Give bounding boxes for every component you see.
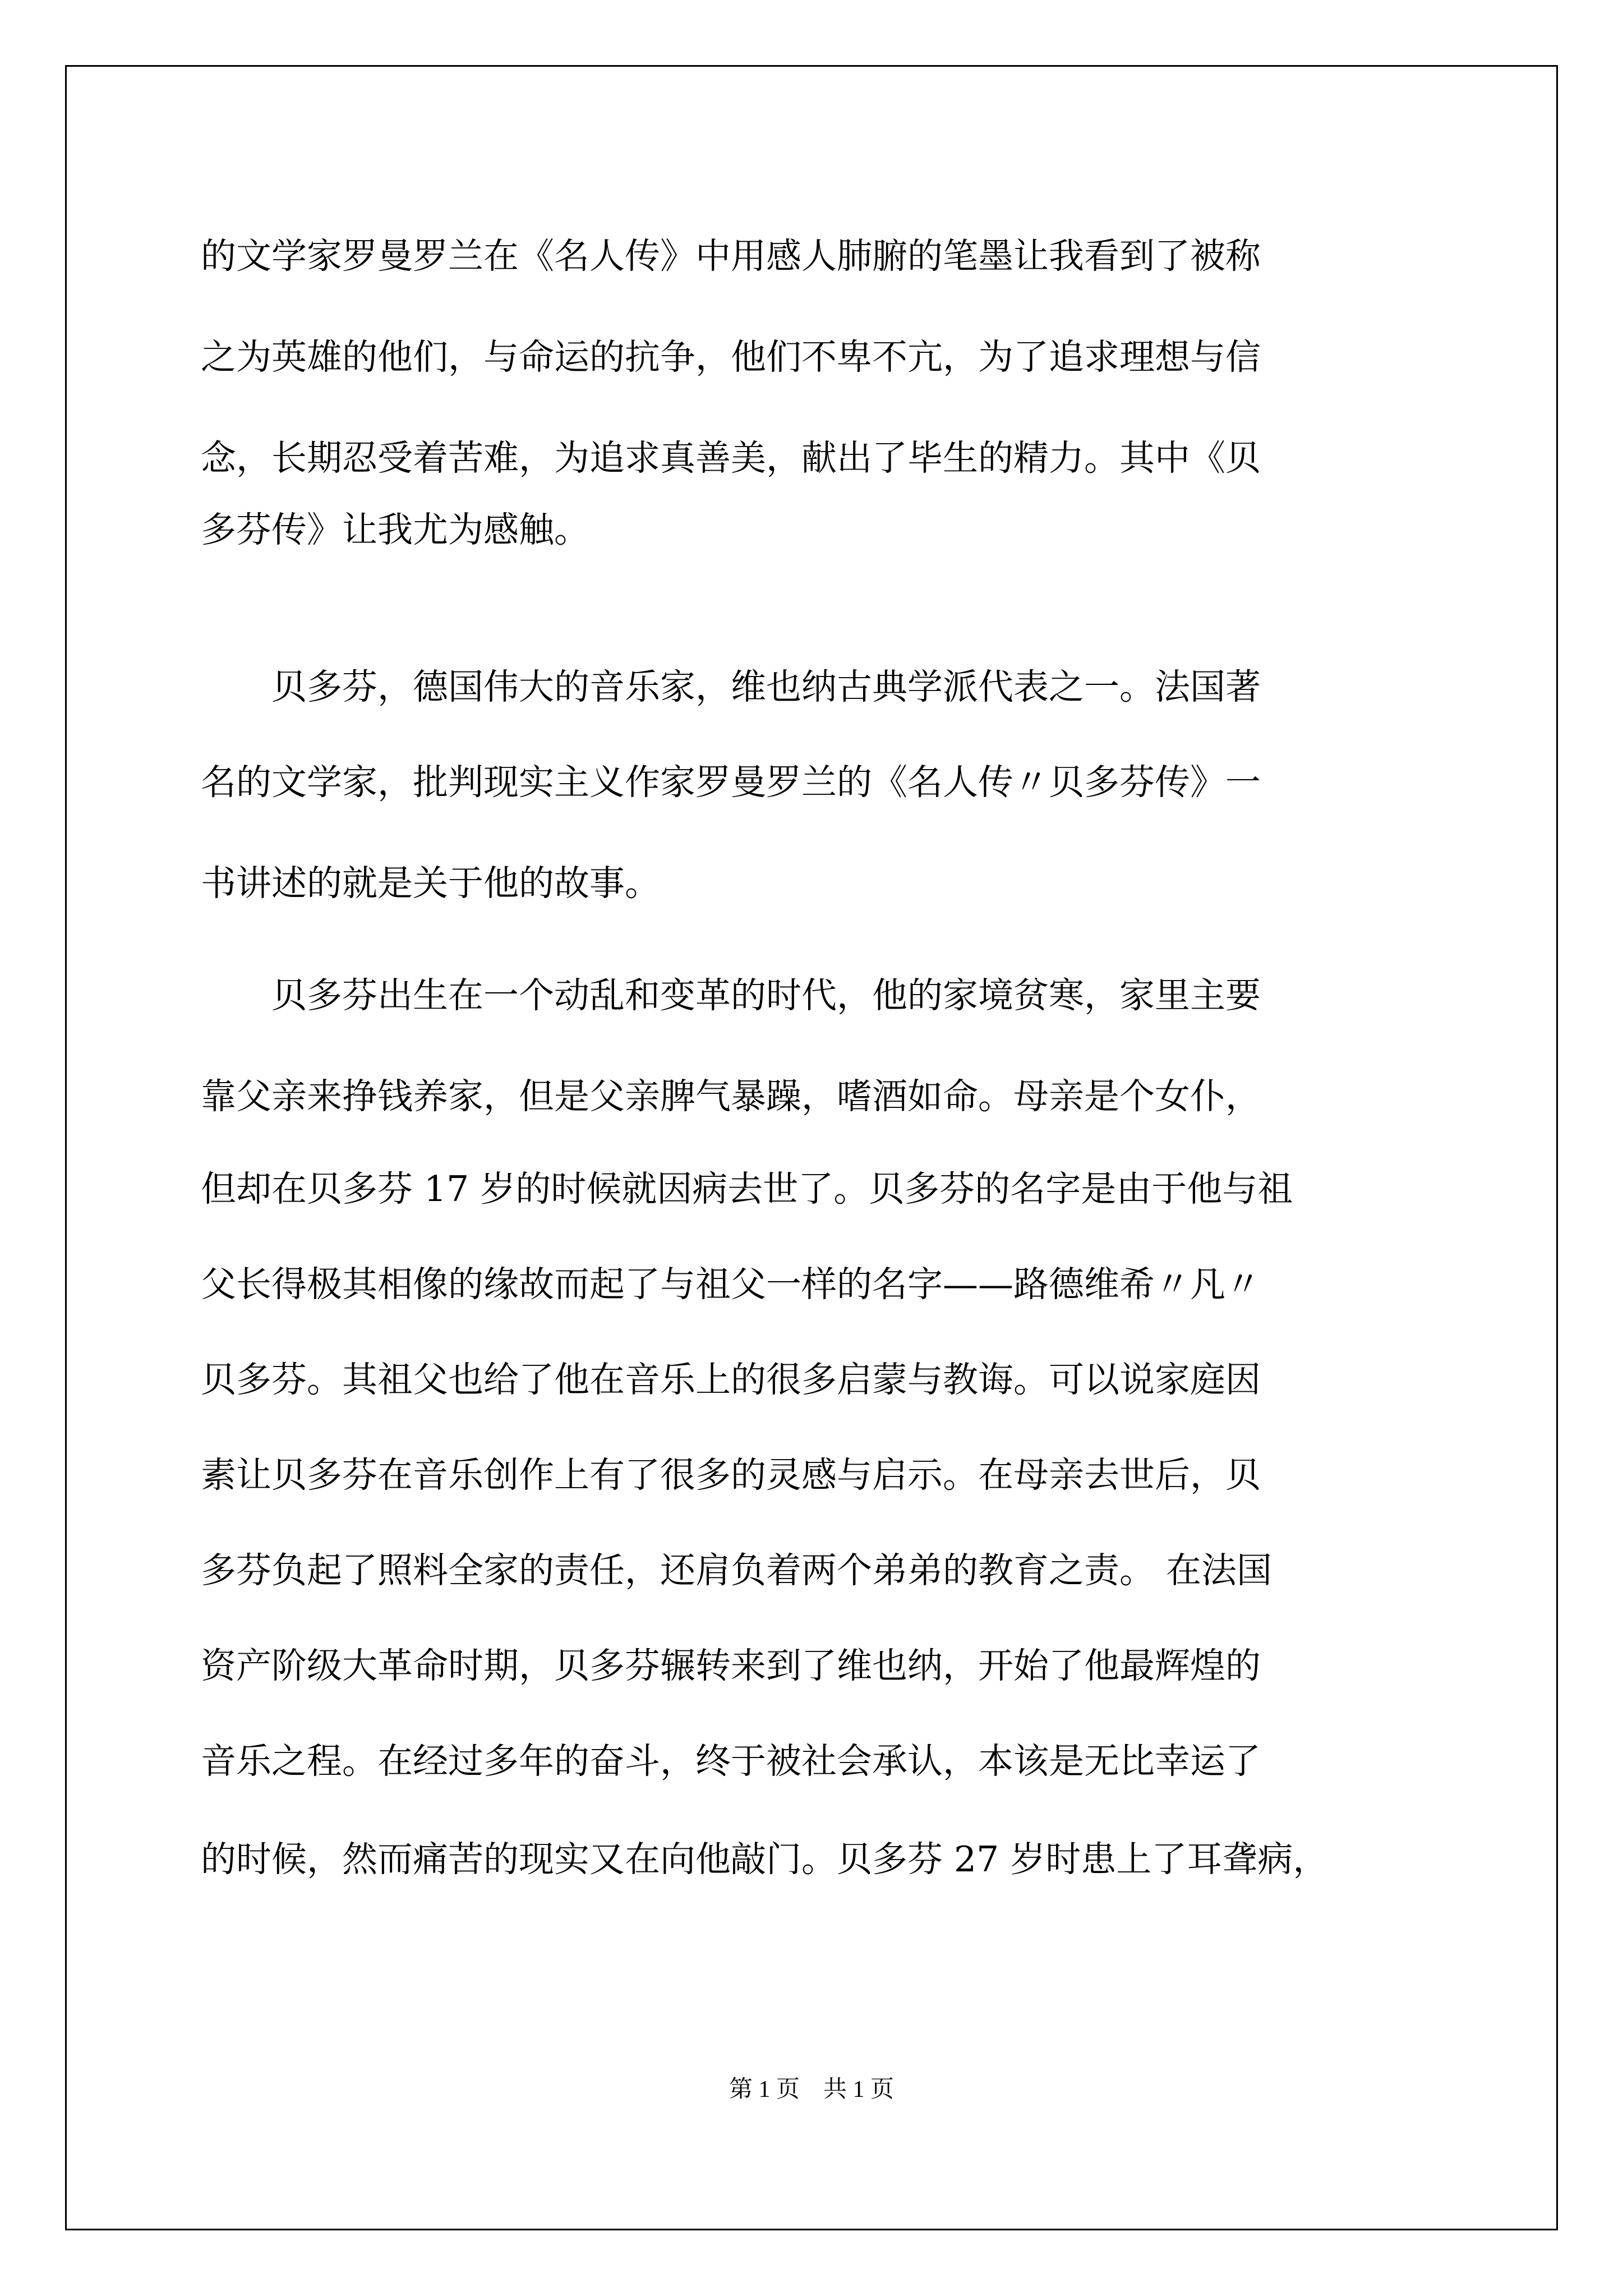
text-line: 父长得极其相像的缘故而起了与祖父一样的名字——路德维希〃凡〃 <box>201 1264 1261 1305</box>
text-line: 靠父亲来挣钱养家，但是父亲脾气暴躁，嗜酒如命。母亲是个女仆， <box>201 1076 1261 1117</box>
text-line: 贝多芬出生在一个动乱和变革的时代，他的家境贫寒，家里主要 <box>201 975 1261 1016</box>
text-line: 素让贝多芬在音乐创作上有了很多的灵感与启示。在母亲去世后，贝 <box>201 1455 1261 1496</box>
page-border <box>65 65 1558 2230</box>
text-line: 音乐之程。在经过多年的奋斗，终于被社会承认，本该是无比幸运了 <box>201 1741 1261 1782</box>
text-line: 资产阶级大革命时期，贝多芬辗转来到了维也纳，开始了他最辉煌的 <box>201 1645 1261 1686</box>
text-line: 多芬传》让我尤为感触。 <box>201 509 589 550</box>
text-line: 但却在贝多芬 17 岁的时候就因病去世了。贝多芬的名字是由于他与祖 <box>201 1168 1293 1209</box>
text-line: 书讲述的就是关于他的故事。 <box>201 863 660 904</box>
text-line: 念，长期忍受着苦难，为追求真善美，献出了毕生的精力。其中《贝 <box>201 438 1261 478</box>
text-line: 多芬负起了照料全家的责任，还肩负着两个弟弟的教育之责。 在法国 <box>201 1550 1272 1591</box>
text-line: 之为英雄的他们，与命运的抗争，他们不卑不亢，为了追求理想与信 <box>201 337 1261 378</box>
page-footer: 第 1 页 共 1 页 <box>728 2077 894 2102</box>
text-line: 的文学家罗曼罗兰在《名人传》中用感人肺腑的笔墨让我看到了被称 <box>201 236 1261 277</box>
text-line: 贝多芬。其祖父也给了他在音乐上的很多启蒙与教诲。可以说家庭因 <box>201 1359 1261 1400</box>
text-line: 的时候，然而痛苦的现实又在向他敲门。贝多芬 27 岁时患上了耳聋病， <box>201 1839 1329 1880</box>
text-line: 名的文学家，批判现实主义作家罗曼罗兰的《名人传〃贝多芬传》一 <box>201 762 1261 803</box>
text-line: 贝多芬，德国伟大的音乐家，维也纳古典学派代表之一。法国著 <box>201 666 1261 707</box>
